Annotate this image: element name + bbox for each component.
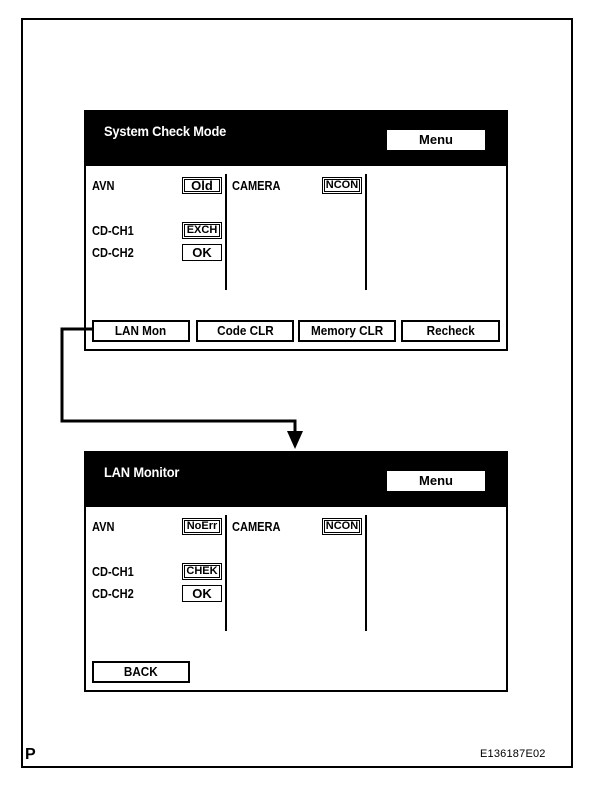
figure-code: E136187E02 xyxy=(480,748,546,760)
corner-letter: P xyxy=(25,746,36,763)
recheck-label: Recheck xyxy=(426,323,475,338)
flow-connector-line xyxy=(62,329,295,433)
menu-button[interactable]: Menu xyxy=(386,129,486,151)
lan-mon-label: LAN Mon xyxy=(115,323,167,338)
cd-ch1-status: EXCH xyxy=(182,222,222,239)
arrow-head-icon xyxy=(287,431,303,449)
camera-label: CAMERA xyxy=(232,178,281,193)
avn-label: AVN xyxy=(92,519,115,534)
camera-status: NCON xyxy=(322,518,362,535)
cd-ch2-label: CD-CH2 xyxy=(92,586,134,601)
cd-ch1-label: CD-CH1 xyxy=(92,223,134,238)
code-clr-label: Code CLR xyxy=(216,323,274,338)
memory-clr-label: Memory CLR xyxy=(310,323,384,338)
avn-status: Old xyxy=(182,177,222,194)
screen-title: System Check Mode xyxy=(104,123,227,139)
cd-ch1-label: CD-CH1 xyxy=(92,564,134,579)
menu-button[interactable]: Menu xyxy=(386,470,486,492)
camera-label: CAMERA xyxy=(232,519,281,534)
back-label: BACK xyxy=(124,664,158,679)
cd-ch2-status: OK xyxy=(182,585,222,602)
cd-ch2-label: CD-CH2 xyxy=(92,245,134,260)
camera-status: NCON xyxy=(322,177,362,194)
avn-status: NoErr xyxy=(182,518,222,535)
cd-ch1-status: CHEK xyxy=(182,563,222,580)
screen-title: LAN Monitor xyxy=(104,464,180,480)
avn-label: AVN xyxy=(92,178,115,193)
cd-ch2-status: OK xyxy=(182,244,222,261)
